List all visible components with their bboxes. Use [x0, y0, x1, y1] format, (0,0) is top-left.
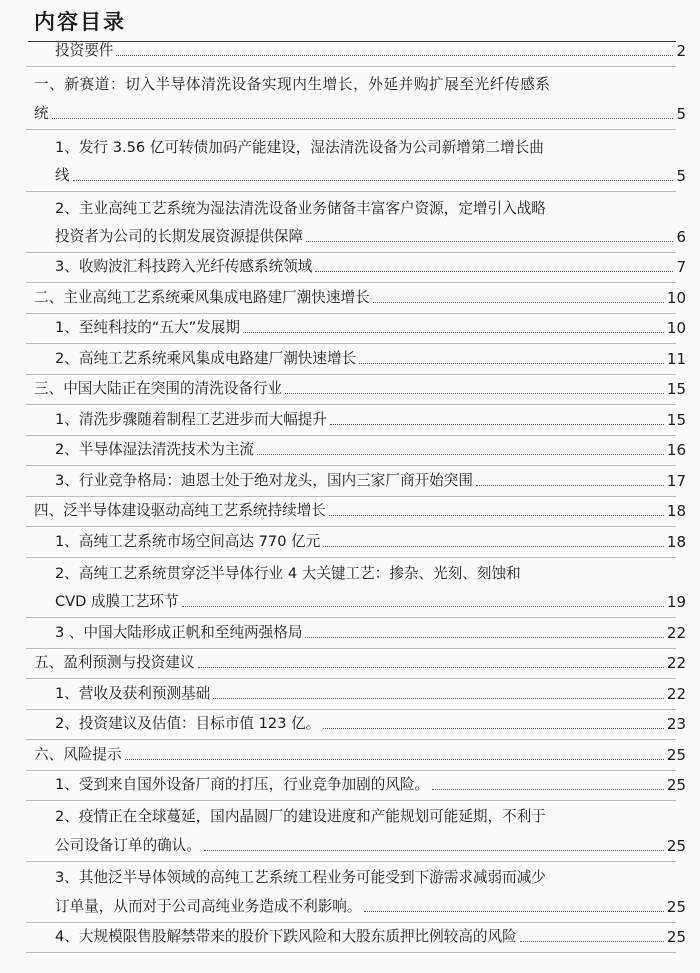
- toc-entry[interactable]: [55, 836, 686, 856]
- entry-separator: [26, 465, 676, 466]
- toc-page-number: 18: [666, 502, 686, 520]
- toc-page-number: 7: [676, 258, 686, 276]
- toc-page-number: 22: [666, 654, 686, 672]
- dot-leader: [323, 546, 664, 547]
- toc-entry-title: 订单量，从而对于公司高纯业务造成不利影响。: [55, 898, 362, 915]
- toc-page-number: 15: [666, 411, 686, 429]
- dot-leader: [359, 363, 664, 364]
- entry-separator: [26, 129, 676, 130]
- toc-entry-title: 四、泛半导体建设驱动高纯工艺系统持续增长: [34, 502, 326, 519]
- toc-entry-title: 3、收购波汇科技跨入光纤传感系统领域: [55, 258, 313, 275]
- dot-leader: [52, 118, 674, 119]
- toc-entry[interactable]: [55, 440, 686, 460]
- toc-entry[interactable]: [55, 714, 686, 734]
- entry-separator: [26, 343, 676, 344]
- toc-entry-title: 1、至纯科技的“五大”发展期: [55, 319, 240, 336]
- toc-entry-wrap-line: 2、高纯工艺系统贯穿泛半导体行业 4 大关键工艺：掺杂、光刻、刻蚀和: [55, 565, 521, 582]
- toc-entry[interactable]: [55, 927, 686, 947]
- toc-entry-title: 2、半导体湿法清洗技术为主流: [55, 441, 255, 458]
- entry-separator: [26, 709, 676, 710]
- toc-entry[interactable]: [55, 227, 686, 247]
- page-title: 内容目录: [34, 10, 126, 34]
- dot-leader: [476, 485, 664, 486]
- entry-separator: [26, 557, 676, 558]
- toc-entry-title: 公司设备订单的确认。: [55, 837, 201, 854]
- entry-separator: [26, 66, 676, 67]
- entry-separator: [26, 313, 676, 314]
- toc-page-number: 19: [666, 593, 686, 611]
- entry-separator: [26, 770, 676, 771]
- dot-leader: [285, 393, 664, 394]
- dot-leader: [116, 55, 673, 56]
- toc-entry-title: 投资者为公司的长期发展资源提供保障: [55, 228, 304, 245]
- toc-entry[interactable]: [34, 288, 686, 308]
- toc-entry[interactable]: [34, 653, 686, 673]
- toc-entry[interactable]: [55, 532, 686, 552]
- toc-page-number: 10: [666, 289, 686, 307]
- dot-leader: [330, 424, 664, 425]
- toc-entry[interactable]: [55, 166, 686, 186]
- entry-separator: [26, 282, 676, 283]
- entry-separator: [26, 678, 676, 679]
- toc-entry-title: 六、风险提示: [34, 746, 122, 763]
- entry-separator: [26, 648, 676, 649]
- toc-entry-wrap-line: 1、发行 3.56 亿可转债加码产能建设，湿法清洗设备为公司新增第二增长曲: [55, 139, 544, 156]
- dot-leader: [315, 271, 673, 272]
- toc-page-number: 25: [666, 928, 686, 946]
- entry-separator: [26, 952, 676, 953]
- toc-entry-title: 二、主业高纯工艺系统乘风集成电路建厂潮快速增长: [34, 289, 370, 306]
- toc-entry[interactable]: [55, 410, 686, 430]
- toc-entry[interactable]: [55, 41, 686, 61]
- dot-leader: [306, 241, 673, 242]
- toc-entry-title: 1、受到来自国外设备厂商的打压，行业竞争加剧的风险。: [55, 776, 430, 793]
- toc-entry[interactable]: [55, 775, 686, 795]
- entry-separator: [26, 374, 676, 375]
- entry-separator: [26, 526, 676, 527]
- toc-entry-title: 1、高纯工艺系统市场空间高达 770 亿元: [55, 533, 321, 550]
- dot-leader: [520, 941, 664, 942]
- toc-page-number: 22: [666, 624, 686, 642]
- entry-separator: [26, 739, 676, 740]
- toc-page-number: 2: [676, 42, 686, 60]
- toc-entry-title: CVD 成膜工艺环节: [55, 593, 179, 610]
- toc-entry-title: 4、大规模限售股解禁带来的股价下跌风险和大股东质押比例较高的风险: [55, 928, 517, 945]
- toc-entry-wrap-line: 3、其他泛半导体领域的高纯工艺系统工程业务可能受到下游需求减弱而减少: [55, 869, 546, 886]
- entry-separator: [26, 252, 676, 253]
- toc-entry-wrap-line: 2、疫情正在全球蔓延，国内晶圆厂的建设进度和产能规划可能延期，不利于: [55, 808, 546, 825]
- toc-entry-title: 线: [55, 167, 70, 184]
- entry-separator: [26, 800, 676, 801]
- dot-leader: [257, 454, 664, 455]
- toc-entry-wrap-line: 2、主业高纯工艺系统为湿法清洗设备业务储备丰富客户资源，定增引入战略: [55, 200, 546, 217]
- toc-page-number: 11: [666, 350, 686, 368]
- toc-page-number: 17: [666, 472, 686, 490]
- toc-entry[interactable]: [55, 349, 686, 369]
- dot-leader: [323, 728, 664, 729]
- toc-entry[interactable]: [34, 379, 686, 399]
- toc-entry-title: 五、盈利预测与投资建议: [34, 654, 195, 671]
- toc-page-number: 25: [666, 746, 686, 764]
- dot-leader: [213, 698, 664, 699]
- toc-entry[interactable]: [55, 623, 686, 643]
- toc-page-number: 25: [666, 837, 686, 855]
- toc-page-number: 15: [666, 380, 686, 398]
- toc-page-number: 5: [676, 167, 686, 185]
- toc-entry[interactable]: [55, 257, 686, 277]
- dot-leader: [182, 606, 664, 607]
- toc-page-number: 25: [666, 898, 686, 916]
- toc-page-number: 6: [676, 228, 686, 246]
- entry-separator: [26, 404, 676, 405]
- toc-entry-title: 2、投资建议及估值：目标市值 123 亿。: [55, 715, 321, 732]
- toc-entry[interactable]: [55, 471, 686, 491]
- toc-page-number: 25: [666, 776, 686, 794]
- dot-leader: [243, 332, 664, 333]
- toc-page-number: 18: [666, 533, 686, 551]
- dot-leader: [373, 302, 664, 303]
- dot-leader: [305, 637, 663, 638]
- toc-page-number: 10: [666, 319, 686, 337]
- toc-entry[interactable]: [34, 104, 686, 124]
- toc-entry-wrap-line: 一、新赛道：切入半导体清洗设备实现内生增长，外延并购扩展至光纤传感系: [34, 76, 551, 93]
- toc-entry[interactable]: [55, 592, 686, 612]
- toc-entry[interactable]: [55, 318, 686, 338]
- toc-page-number: 5: [676, 105, 686, 123]
- dot-leader: [432, 789, 664, 790]
- toc-entry-title: 投资要件: [55, 42, 114, 59]
- toc-entry-title: 1、清洗步骤随着制程工艺进步而大幅提升: [55, 411, 327, 428]
- entry-separator: [26, 191, 676, 192]
- entry-separator: [26, 922, 676, 923]
- dot-leader: [125, 759, 664, 760]
- entry-separator: [26, 861, 676, 862]
- entry-separator: [26, 617, 676, 618]
- toc-entry-title: 3、行业竞争格局：迪恩士处于绝对龙头，国内三家厂商开始突围: [55, 472, 473, 489]
- dot-leader: [198, 667, 664, 668]
- toc-entry[interactable]: [55, 684, 686, 704]
- entry-separator: [26, 435, 676, 436]
- toc-entry-title: 三、中国大陆正在突围的清洗设备行业: [34, 380, 283, 397]
- dot-leader: [204, 850, 664, 851]
- toc-page-number: 23: [666, 715, 686, 733]
- toc-page-number: 22: [666, 685, 686, 703]
- toc-entry[interactable]: [34, 501, 686, 521]
- entry-separator: [26, 496, 676, 497]
- toc-entry[interactable]: [34, 745, 686, 765]
- dot-leader: [329, 515, 664, 516]
- toc-entry-title: 2、高纯工艺系统乘风集成电路建厂潮快速增长: [55, 350, 357, 367]
- toc-page-number: 16: [666, 441, 686, 459]
- dot-leader: [364, 911, 663, 912]
- toc-entry-title: 统: [34, 105, 49, 122]
- toc-entry[interactable]: [55, 897, 686, 917]
- toc-entry-title: 3 、中国大陆形成正帆和至纯两强格局: [55, 624, 303, 641]
- dot-leader: [73, 180, 674, 181]
- toc-entry-title: 1、营收及获利预测基础: [55, 685, 211, 702]
